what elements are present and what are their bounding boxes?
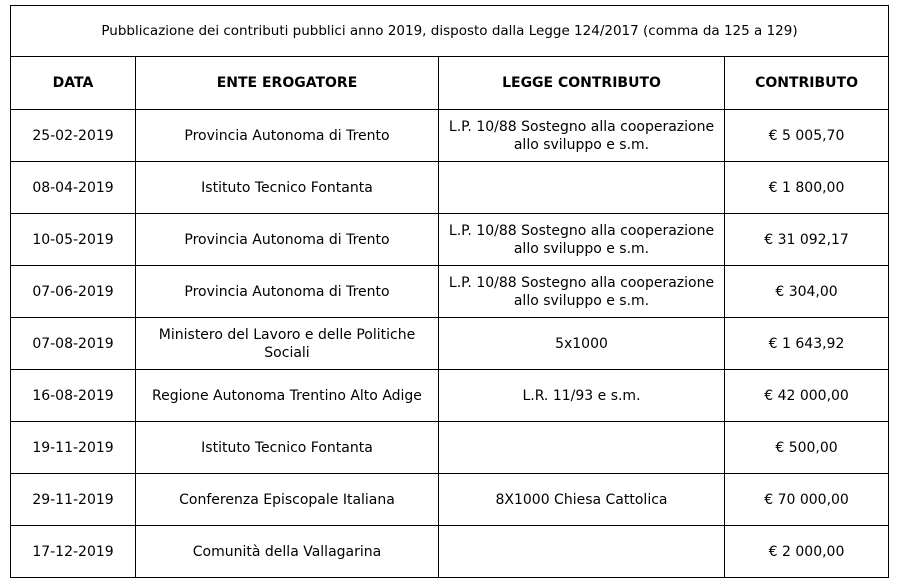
cell-legge: L.R. 11/93 e s.m. bbox=[439, 370, 725, 422]
cell-data: 08-04-2019 bbox=[11, 162, 136, 214]
table-row bbox=[11, 474, 889, 526]
cell-data: 29-11-2019 bbox=[11, 474, 136, 526]
header-row bbox=[11, 57, 889, 110]
cell-ente: Conferenza Episcopale Italiana bbox=[136, 474, 439, 526]
cell-contributo: € 500,00 bbox=[725, 422, 889, 474]
table-row bbox=[11, 526, 889, 578]
cell-contributo: € 2 000,00 bbox=[725, 526, 889, 578]
cell-contributo: € 5 005,70 bbox=[725, 110, 889, 162]
cell-contributo: € 31 092,17 bbox=[725, 214, 889, 266]
cell-ente: Provincia Autonoma di Trento bbox=[136, 214, 439, 266]
table-row bbox=[11, 266, 889, 318]
cell-contributo: € 42 000,00 bbox=[725, 370, 889, 422]
cell-ente: Comunità della Vallagarina bbox=[136, 526, 439, 578]
cell-legge: 8X1000 Chiesa Cattolica bbox=[439, 474, 725, 526]
cell-legge: 5x1000 bbox=[439, 318, 725, 370]
cell-data: 07-06-2019 bbox=[11, 266, 136, 318]
header-contributo: CONTRIBUTO bbox=[725, 57, 889, 110]
cell-legge bbox=[439, 162, 725, 214]
table-row bbox=[11, 110, 889, 162]
table-row bbox=[11, 214, 889, 266]
cell-legge: L.P. 10/88 Sostegno alla cooperazione allo sviluppo e s.m. bbox=[439, 110, 725, 162]
header-ente-erogatore: ENTE EROGATORE bbox=[136, 57, 439, 110]
contributi-table bbox=[10, 5, 889, 578]
cell-data: 10-05-2019 bbox=[11, 214, 136, 266]
header-data: DATA bbox=[11, 57, 136, 110]
cell-contributo: € 1 800,00 bbox=[725, 162, 889, 214]
cell-data: 07-08-2019 bbox=[11, 318, 136, 370]
cell-ente: Regione Autonoma Trentino Alto Adige bbox=[136, 370, 439, 422]
cell-legge: L.P. 10/88 Sostegno alla cooperazione allo sviluppo e s.m. bbox=[439, 214, 725, 266]
cell-contributo: € 304,00 bbox=[725, 266, 889, 318]
cell-ente: Istituto Tecnico Fontanta bbox=[136, 162, 439, 214]
cell-legge: L.P. 10/88 Sostegno alla cooperazione allo sviluppo e s.m. bbox=[439, 266, 725, 318]
title-row bbox=[11, 6, 889, 57]
cell-contributo: € 1 643,92 bbox=[725, 318, 889, 370]
table-row bbox=[11, 318, 889, 370]
table-row bbox=[11, 162, 889, 214]
cell-data: 16-08-2019 bbox=[11, 370, 136, 422]
cell-contributo: € 70 000,00 bbox=[725, 474, 889, 526]
header-legge-contributo: LEGGE CONTRIBUTO bbox=[439, 57, 725, 110]
cell-legge bbox=[439, 526, 725, 578]
table-title: Pubblicazione dei contributi pubblici anno 2019, disposto dalla Legge 124/2017 (comma da 125 a 129) bbox=[11, 6, 889, 57]
cell-data: 17-12-2019 bbox=[11, 526, 136, 578]
cell-ente: Provincia Autonoma di Trento bbox=[136, 266, 439, 318]
cell-data: 19-11-2019 bbox=[11, 422, 136, 474]
cell-data: 25-02-2019 bbox=[11, 110, 136, 162]
cell-ente: Ministero del Lavoro e delle Politiche Sociali bbox=[136, 318, 439, 370]
table-row bbox=[11, 370, 889, 422]
cell-ente: Provincia Autonoma di Trento bbox=[136, 110, 439, 162]
table-row bbox=[11, 422, 889, 474]
cell-legge bbox=[439, 422, 725, 474]
cell-ente: Istituto Tecnico Fontanta bbox=[136, 422, 439, 474]
